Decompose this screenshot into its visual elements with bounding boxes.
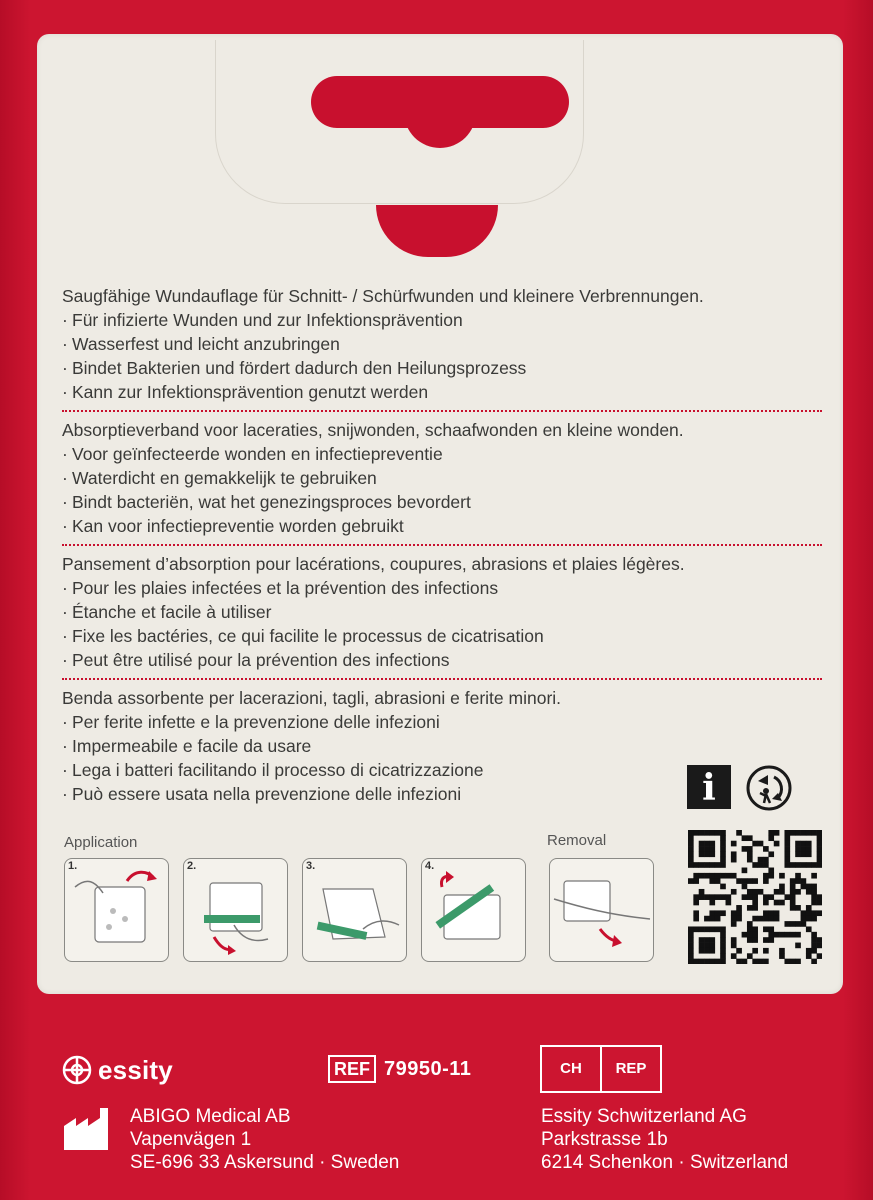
rep-label: REP [615,1060,647,1077]
application-step-2 [183,858,288,962]
removal-step [549,858,654,962]
bullet-fr-3: · Fixe les bactéries, ce qui facilite le processus de cicatrisation [62,624,822,648]
application-step-4 [421,858,526,962]
removal-label: Removal [547,832,607,849]
application-step-1 [64,858,169,962]
step-illustration [550,859,653,961]
step-number: 3. [306,860,316,872]
bullet-it-2: · Impermeabile e facile da usare [62,734,822,758]
representative-city: 6214 Schenkon · Switzerland [541,1152,789,1173]
manufacturer-street: Vapenvägen 1 [130,1129,252,1150]
bullet-nl-2: · Waterdicht en gemakkelijk te gebruiken [62,466,822,490]
bullet-de-2: · Wasserfest und leicht anzubringen [62,332,822,356]
information-icon: i [687,765,731,809]
application-step-3 [302,858,407,962]
step-number: 1. [68,860,78,872]
step-number: 2. [187,860,197,872]
lead-fr: Pansement d’absorption pour lacérations, coupures, abrasions et plaies légères. [62,554,685,574]
ref-symbol: REF [328,1055,376,1083]
dotted-divider [62,544,822,546]
qr-code [688,830,822,964]
dotted-divider [62,678,822,680]
text-block-de [62,282,822,408]
step-illustration [65,859,168,961]
triman-recycle-icon [744,763,794,813]
step-illustration [422,859,525,961]
representative-name: Essity Schwitzerland AG [541,1106,747,1127]
reference-number [328,1055,471,1083]
text-block-nl [62,416,822,542]
product-description [62,282,822,810]
bullet-it-1: · Per ferite infette e la prevenzione delle infezioni [62,710,822,734]
representative-address [541,1105,788,1174]
dotted-divider [62,410,822,412]
step-number: 4. [425,860,435,872]
lead-it: Benda assorbente per lacerazioni, tagli, abrasioni e ferite minori. [62,688,562,708]
ref-value: 79950-11 [384,1057,472,1080]
step-illustration [303,859,406,961]
manufacturer-address [130,1105,399,1174]
bullet-it-4: · Può essere usata nella prevenzione delle infezioni [62,782,822,806]
lead-de: Saugfähige Wundauflage für Schnitt- / Schürfwunden und kleinere Verbrennungen. [62,286,704,306]
manufacturer-city: SE-696 33 Askersund · Sweden [130,1152,400,1173]
application-label: Application [64,834,138,851]
representative-street: Parkstrasse 1b [541,1129,668,1150]
bullet-de-4: · Kann zur Infektionsprävention genutzt werden [62,380,822,404]
manufacturer-icon [62,1106,112,1150]
bullet-nl-1: · Voor geïnfecteerde wonden en infectiepreventie [62,442,822,466]
bullet-nl-4: · Kan voor infectiepreventie worden gebruikt [62,514,822,538]
manufacturer-name: ABIGO Medical AB [130,1106,291,1127]
bullet-it-3: · Lega i batteri facilitando il processo di cicatrizzazione [62,758,822,782]
ch-label: CH [542,1047,602,1091]
ch-rep-symbol [540,1045,662,1093]
bullet-fr-4: · Peut être utilisé pour la prévention des infections [62,648,822,672]
bullet-fr-2: · Étanche et facile à utiliser [62,600,822,624]
lead-nl: Absorptieverband voor laceraties, snijwonden, schaafwonden en kleine wonden. [62,420,684,440]
essity-logo [62,1054,173,1086]
brand-name: essity [98,1054,173,1085]
step-illustration [184,859,287,961]
essity-mark-icon [62,1055,92,1085]
bullet-de-1: · Für infizierte Wunden und zur Infektionsprävention [62,308,822,332]
bullet-de-3: · Bindet Bakterien und fördert dadurch den Heilungsprozess [62,356,822,380]
bullet-nl-3: · Bindt bacteriën, wat het genezingsproces bevordert [62,490,822,514]
text-block-fr [62,550,822,676]
bullet-fr-1: · Pour les plaies infectées et la prévention des infections [62,576,822,600]
